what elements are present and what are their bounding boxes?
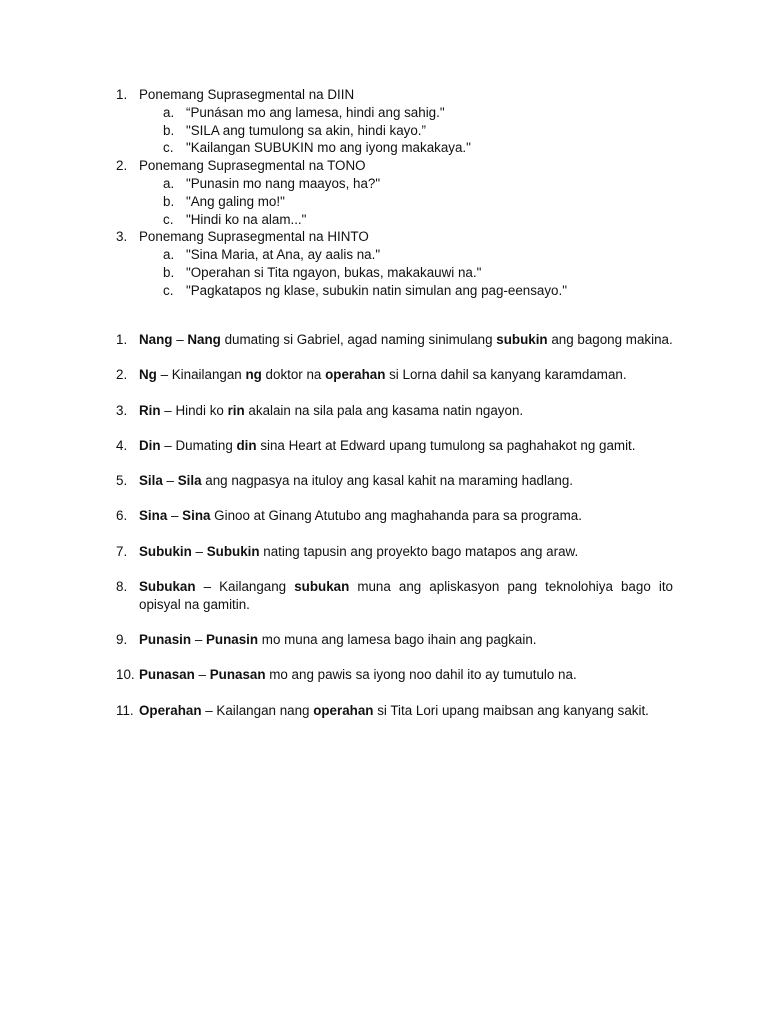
outline-item [0,157,768,175]
sentence-fragment: nating tapusin ang proyekto bago matapos ang araw. [259,543,579,559]
suprasegmental-outline [0,86,768,300]
highlighted-word: operahan [325,367,386,383]
outline-subitem [0,175,768,193]
highlighted-word: Ng [139,367,157,383]
highlighted-word: ng [245,367,262,383]
sentence-number: 5. [116,473,128,489]
sentence-text [139,402,673,420]
sentence-fragment: si Tita Lori upang maibsan ang kanyang sakit. [373,702,649,718]
highlighted-word: Subukan [139,579,196,595]
highlighted-word: Punasan [209,667,266,683]
sentence-fragment: – [172,332,188,347]
sentence-fragment: ang bagong makina. [547,332,673,347]
subitem-text: "Pagkatapos ng klase, subukin natin simulan ang pag-eensayo." [186,282,567,298]
sentence-item [0,631,768,649]
highlighted-word: Sina [139,508,168,524]
sentence-item [0,543,768,561]
subitem-letter: b. [163,264,175,280]
highlighted-word: Din [139,437,161,453]
sentence-fragment: – [162,473,178,489]
sentence-text [139,631,673,649]
sentence-item [0,578,768,614]
sentence-fragment: – Kailangan nang [201,702,314,718]
highlighted-word: rin [227,402,245,418]
sentence-text [139,702,673,720]
sentence-number: 1. [116,332,128,347]
sentence-fragment: mo ang pawis sa iyong noo dahil ito ay tumutulo na. [265,667,577,683]
highlighted-word: Nang [187,332,221,347]
highlighted-word: Nang [139,332,173,347]
subitem-letter: c. [163,282,174,298]
sentence-number: 4. [116,437,128,453]
outline-subitem [0,122,768,140]
sentence-text [139,331,673,349]
outline-title: Ponemang Suprasegmental na HINTO [139,229,369,245]
outline-item [0,86,768,104]
sentence-fragment: dumating si Gabriel, agad naming sinimulang [220,332,497,347]
highlighted-word: din [236,437,257,453]
highlighted-word: Operahan [139,702,202,718]
sentence-text [139,366,673,384]
outline-number: 1. [116,87,128,102]
highlighted-word: Subukin [139,543,192,559]
subitem-letter: b. [163,193,175,209]
outline-subitem [0,282,768,300]
subitem-text: "Punasin mo nang maayos, ha?" [186,175,381,191]
outline-item [0,228,768,246]
outline-subitem [0,211,768,229]
subitem-text: "Ang galing mo!" [186,193,285,209]
sentence-number: 9. [116,632,128,648]
highlighted-word: subukan [294,579,350,595]
sentence-text [139,437,673,455]
subitem-text: "Hindi ko na alam..." [186,211,307,227]
outline-title: Ponemang Suprasegmental na DIIN [139,87,355,102]
sentence-text [139,472,673,490]
outline-title: Ponemang Suprasegmental na TONO [139,158,366,174]
subitem-letter: c. [163,211,174,227]
sentence-fragment: – Kinailangan [156,367,246,383]
sentence-number: 8. [116,579,128,595]
sentence-item [0,402,768,420]
outline-subitem [0,139,768,157]
sentence-text [139,507,673,525]
sentence-fragment: Ginoo at Ginang Atutubo ang maghahanda para sa programa. [210,508,582,524]
sentence-item [0,331,768,349]
sentence-fragment: si Lorna dahil sa kanyang karamdaman. [385,367,627,383]
outline-subitem [0,104,768,122]
sentence-fragment: mo muna ang lamesa bago ihain ang pagkain. [258,632,537,648]
highlighted-word: Sila [177,473,202,489]
outline-subitem [0,193,768,211]
sentence-number: 2. [116,367,128,383]
highlighted-word: Rin [139,402,161,418]
subitem-text: "Sina Maria, at Ana, ay aalis na." [186,247,381,263]
subitem-letter: c. [163,140,174,156]
sentence-number: 10. [116,667,135,683]
subitem-letter: b. [163,122,175,138]
highlighted-word: operahan [313,702,374,718]
sentence-fragment: – Dumating [160,437,237,453]
subitem-letter: a. [163,247,175,263]
sentence-number: 3. [116,402,128,418]
sentence-item [0,702,768,720]
sentence-fragment: sina Heart at Edward upang tumulong sa paghahakot ng gamit. [256,437,636,453]
sentence-list [0,331,768,737]
sentence-text [139,666,673,684]
sentence-number: 11. [116,702,134,718]
highlighted-word: Punasin [205,632,259,648]
sentence-item [0,666,768,684]
subitem-text: "SILA ang tumulong sa akin, hindi kayo.” [186,122,426,138]
highlighted-word: Punasan [139,667,195,683]
highlighted-word: subukin [496,332,548,347]
sentence-number: 6. [116,508,128,524]
sentence-number: 7. [116,543,128,559]
sentence-fragment: muna ang apliskasyon pang teknolohiya bago ito opisyal na gamitin. [139,579,673,612]
sentence-fragment: – [194,667,210,683]
sentence-fragment: ang nagpasya na ituloy ang kasal kahit na maraming hadlang. [201,473,574,489]
subitem-letter: a. [163,104,175,120]
sentence-item [0,507,768,525]
highlighted-word: Subukin [206,543,260,559]
sentence-text [139,543,673,561]
sentence-fragment: – [167,508,183,524]
sentence-fragment: doktor na [261,367,326,383]
highlighted-word: Sina [182,508,211,524]
outline-subitem [0,264,768,282]
sentence-fragment: – Hindi ko [160,402,228,418]
sentence-item [0,472,768,490]
sentence-fragment: – Kailangang [195,579,295,595]
sentence-item [0,437,768,455]
subitem-text: “Punásan mo ang lamesa, hindi ang sahig." [186,104,445,120]
outline-number: 2. [116,158,128,174]
sentence-item [0,366,768,384]
highlighted-word: Sila [139,473,163,489]
subitem-text: "Kailangan SUBUKIN mo ang iyong makakaya." [186,140,471,156]
sentence-fragment: – [191,543,207,559]
subitem-text: "Operahan si Tita ngayon, bukas, makakauwi na." [186,264,482,280]
subitem-letter: a. [163,175,175,191]
sentence-text [139,578,673,614]
outline-number: 3. [116,229,128,245]
sentence-fragment: – [191,632,206,648]
outline-subitem [0,246,768,264]
highlighted-word: Punasin [139,632,192,648]
sentence-fragment: akalain na sila pala ang kasama natin ngayon. [244,402,524,418]
